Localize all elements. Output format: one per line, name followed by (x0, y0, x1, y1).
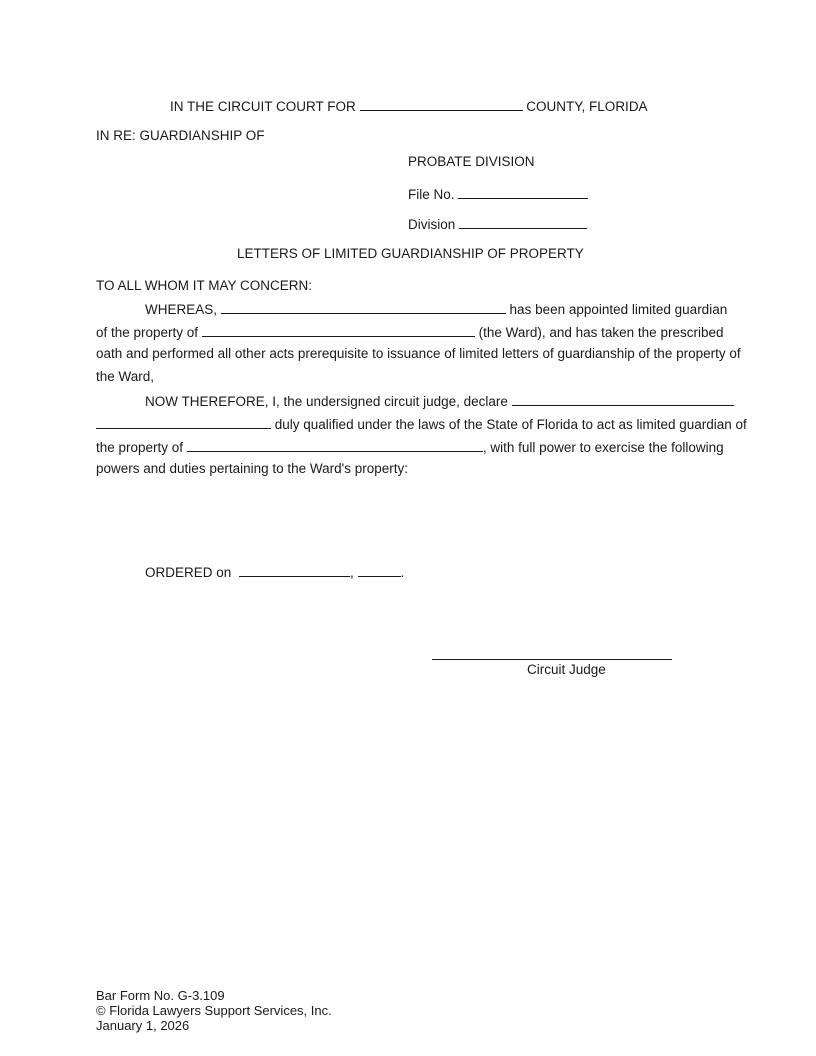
whereas-line-2-suffix: (the Ward), and has taken the prescribed (478, 325, 724, 340)
whereas-line-2 (96, 323, 724, 341)
judge-signature-line[interactable] (432, 659, 672, 660)
form-footer (96, 988, 332, 1033)
court-caption (170, 97, 648, 115)
ordered-on-label: ORDERED on (145, 565, 232, 580)
court-suffix: COUNTY, FLORIDA (526, 99, 648, 114)
whereas-line-1-suffix: has been appointed limited guardian (509, 302, 728, 317)
whereas-line-2-prefix: of the property of (96, 325, 199, 340)
in-re-heading: IN RE: GUARDIANSHIP OF (96, 128, 265, 143)
copyright-notice: © Florida Lawyers Support Services, Inc. (96, 1003, 332, 1018)
division-field (408, 215, 587, 233)
county-blank[interactable] (360, 97, 523, 111)
division-blank[interactable] (459, 215, 587, 229)
now-therefore-line-3-prefix: the property of (96, 440, 184, 455)
probate-division-label: PROBATE DIVISION (408, 154, 535, 169)
property-of-blank[interactable] (187, 438, 483, 452)
declared-guardian-blank-1[interactable] (512, 392, 734, 406)
order-year-blank[interactable] (358, 563, 401, 577)
order-period: . (400, 565, 405, 580)
now-therefore-line-2 (96, 415, 747, 433)
now-therefore-line-4: powers and duties pertaining to the Ward's property: (96, 461, 408, 476)
circuit-judge-label: Circuit Judge (527, 662, 606, 677)
whereas-line-1 (145, 300, 728, 318)
file-number-blank[interactable] (458, 185, 588, 199)
bar-form-number: Bar Form No. G-3.109 (96, 988, 225, 1003)
guardian-name-blank[interactable] (221, 300, 506, 314)
whereas-line-3: oath and performed all other acts prerequisite to issuance of limited letters of guardianship of the property of (96, 346, 741, 361)
document-title: LETTERS OF LIMITED GUARDIANSHIP OF PROPERTY (237, 246, 584, 261)
division-label: Division (408, 217, 456, 232)
whereas-line-4: the Ward, (96, 369, 155, 384)
ordered-on-line (145, 563, 404, 581)
file-number-field (408, 185, 588, 203)
now-therefore-line-2-suffix: duly qualified under the laws of the State of Florida to act as limited guardian of (274, 417, 747, 432)
now-therefore-line-3-suffix: , with full power to exercise the following (482, 440, 724, 455)
now-therefore-line-1 (145, 392, 721, 410)
salutation: TO ALL WHOM IT MAY CONCERN: (96, 278, 313, 293)
now-therefore-line-3 (96, 438, 724, 456)
file-number-label: File No. (408, 187, 455, 202)
declared-guardian-blank-2[interactable] (96, 415, 271, 429)
now-therefore-prefix: NOW THEREFORE, I, the undersigned circuit judge, declare (145, 394, 508, 409)
ward-name-blank[interactable] (202, 323, 475, 337)
whereas-prefix: WHEREAS, (145, 302, 218, 317)
court-prefix: IN THE CIRCUIT COURT FOR (170, 99, 356, 114)
form-date: January 1, 2026 (96, 1018, 190, 1033)
order-date-blank[interactable] (239, 563, 350, 577)
order-comma: , (350, 565, 354, 580)
